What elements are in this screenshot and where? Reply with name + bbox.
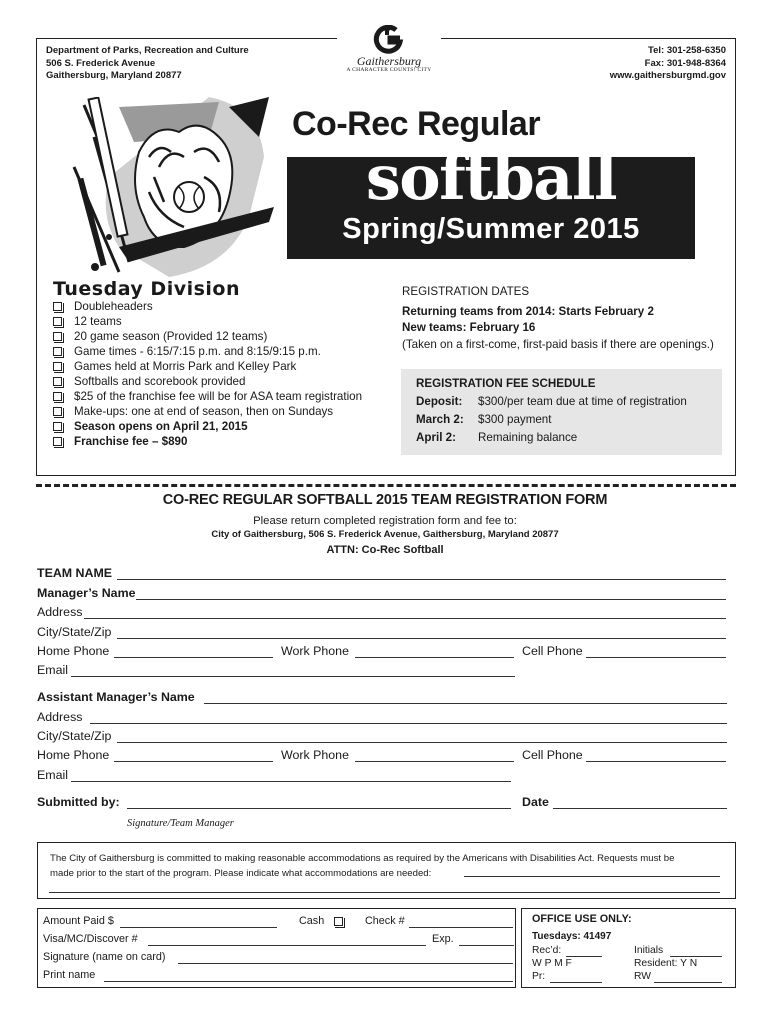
wpmf-options: W P M F [532, 958, 572, 969]
resident-options: Resident: Y N [634, 958, 698, 969]
contact-info: Tel: 301-258-6350 Fax: 301-948-8364 www.gaithersburgmd.gov [609, 45, 726, 81]
checkbox-icon [53, 362, 62, 371]
fee-row: April 2: Remaining balance [416, 431, 578, 444]
fee-row: Deposit: $300/per team due at time of registration [416, 395, 687, 408]
cut-line [36, 484, 736, 487]
cell-phone-field[interactable] [586, 657, 726, 658]
checkbox-icon [53, 392, 62, 401]
sport-title: softball [365, 141, 617, 214]
asst-address-field[interactable] [90, 723, 727, 724]
tuesdays-code: Tuesdays: 41497 [532, 931, 612, 942]
recd-field[interactable] [566, 956, 602, 957]
asst-email-label: Email [37, 768, 68, 782]
card-label: Visa/MC/Discover # [43, 933, 138, 945]
list-item: 12 teams [53, 314, 362, 329]
checkbox-icon [53, 422, 62, 431]
asst-city-state-zip-label: City/State/Zip [37, 729, 112, 743]
list-item: Games held at Morris Park and Kelley Park [53, 359, 362, 374]
list-item: Season opens on April 21, 2015 [53, 419, 362, 434]
card-number-field[interactable] [148, 945, 426, 946]
team-name-label: TEAM NAME [37, 566, 113, 580]
rw-field[interactable] [654, 982, 722, 983]
date-label: Date [522, 795, 549, 809]
print-name-field[interactable] [104, 981, 513, 982]
fee-schedule: REGISTRATION FEE SCHEDULE Deposit: $300/per team due at time of registration March 2: $300 payment April 2: Remaining balance [401, 369, 722, 455]
initials-label: Initials [634, 945, 664, 956]
asst-address-label: Address [37, 710, 83, 724]
form-attn: ATTN: Co-Rec Softball [326, 544, 444, 556]
check-number-field[interactable] [409, 927, 513, 928]
initials-field[interactable] [670, 956, 722, 957]
checkbox-icon [53, 347, 62, 356]
email-field[interactable] [71, 676, 515, 677]
sig-on-card-label: Signature (name on card) [43, 951, 166, 963]
flyer-box [36, 38, 736, 476]
checkbox-icon [53, 377, 62, 386]
list-item: Franchise fee – $890 [53, 434, 362, 449]
home-phone-field[interactable] [114, 657, 273, 658]
program-title: Co-Rec Regular [292, 105, 541, 143]
recd-label: Rec’d: [532, 945, 562, 956]
softball-glove-illustration [59, 97, 277, 277]
city-state-zip-label: City/State/Zip [37, 625, 112, 639]
city-state-zip-field[interactable] [117, 638, 726, 639]
pr-label: Pr: [532, 971, 546, 982]
gaithersburg-g-icon [371, 25, 407, 55]
fee-row: March 2: $300 payment [416, 413, 552, 426]
form-instructions: Please return completed registration form and fee to: [253, 515, 517, 527]
city-logo: Gaithersburg A CHARACTER COUNTS! CITY [337, 25, 441, 81]
list-item: Make-ups: one at end of season, then on Sundays [53, 404, 362, 419]
ada-notice: The City of Gaithersburg is committed to making reasonable accommodations as required by the Americans with Disabilities Act. Requests must be made prior to the start of the program. Please indicate what accommodations are needed: [37, 842, 736, 899]
office-use-heading: OFFICE USE ONLY: [532, 913, 632, 925]
form-title: CO-REC REGULAR SOFTBALL 2015 TEAM REGISTRATION FORM [162, 492, 608, 508]
division-heading: Tuesday Division [53, 278, 241, 300]
cell-phone-label: Cell Phone [522, 644, 583, 658]
email-label: Email [37, 663, 68, 677]
team-name-field[interactable] [117, 579, 726, 580]
office-use-box [521, 908, 736, 988]
feature-list [53, 299, 362, 449]
check-label: Check # [365, 915, 405, 927]
list-item: 20 game season (Provided 12 teams) [53, 329, 362, 344]
home-phone-label: Home Phone [37, 644, 110, 658]
address-field[interactable] [84, 618, 726, 619]
exp-label: Exp. [432, 933, 454, 945]
submitted-by-label: Submitted by: [37, 795, 120, 809]
registration-dates: REGISTRATION DATES Returning teams from 2014: Starts February 2 New teams: February 16 (Taken on a first-come, first-paid basis if there are openings.) [402, 285, 714, 351]
asst-home-phone-label: Home Phone [37, 748, 110, 762]
rw-label: RW [634, 971, 651, 982]
manager-name-label: Manager’s Name [37, 586, 136, 600]
checkbox-icon [53, 317, 62, 326]
checkbox-icon [53, 302, 62, 311]
list-item: Softballs and scorebook provided [53, 374, 362, 389]
date-field[interactable] [553, 808, 727, 809]
list-item: Game times - 6:15/7:15 p.m. and 8:15/9:15 p.m. [53, 344, 362, 359]
department-address: Department of Parks, Recreation and Culture 506 S. Frederick Avenue Gaithersburg, Maryland 20877 [46, 45, 249, 81]
asst-work-phone-field[interactable] [355, 761, 514, 762]
signature-caption: Signature/Team Manager [127, 818, 234, 829]
checkbox-icon [53, 437, 62, 446]
asst-cell-phone-field[interactable] [586, 761, 726, 762]
asst-work-phone-label: Work Phone [281, 748, 349, 762]
payment-box [37, 908, 516, 988]
form-address: City of Gaithersburg, 506 S. Frederick Avenue, Gaithersburg, Maryland 20877 [211, 529, 559, 540]
cash-checkbox[interactable] [334, 917, 343, 926]
exp-field[interactable] [459, 945, 514, 946]
asst-city-state-zip-field[interactable] [117, 742, 727, 743]
pr-field[interactable] [550, 982, 602, 983]
accommodations-field-2[interactable] [49, 892, 720, 893]
title-band [287, 141, 695, 259]
checkbox-icon [53, 332, 62, 341]
asst-manager-label: Assistant Manager’s Name [37, 690, 195, 704]
list-item: $25 of the franchise fee will be for ASA team registration [53, 389, 362, 404]
asst-manager-field[interactable] [204, 703, 727, 704]
amount-paid-field[interactable] [120, 927, 277, 928]
cash-label: Cash [299, 915, 325, 927]
season-title: Spring/Summer 2015 [342, 213, 640, 245]
amount-paid-label: Amount Paid $ [43, 915, 114, 927]
address-label: Address [37, 605, 83, 619]
checkbox-icon [53, 407, 62, 416]
sig-on-card-field[interactable] [178, 963, 513, 964]
work-phone-field[interactable] [355, 657, 514, 658]
signature-field[interactable] [127, 808, 511, 809]
list-item: Doubleheaders [53, 299, 362, 314]
asst-email-field[interactable] [71, 781, 511, 782]
accommodations-field[interactable] [464, 876, 720, 877]
asst-cell-phone-label: Cell Phone [522, 748, 583, 762]
manager-name-field[interactable] [136, 599, 726, 600]
asst-home-phone-field[interactable] [114, 761, 273, 762]
print-name-label: Print name [43, 969, 96, 981]
work-phone-label: Work Phone [281, 644, 349, 658]
